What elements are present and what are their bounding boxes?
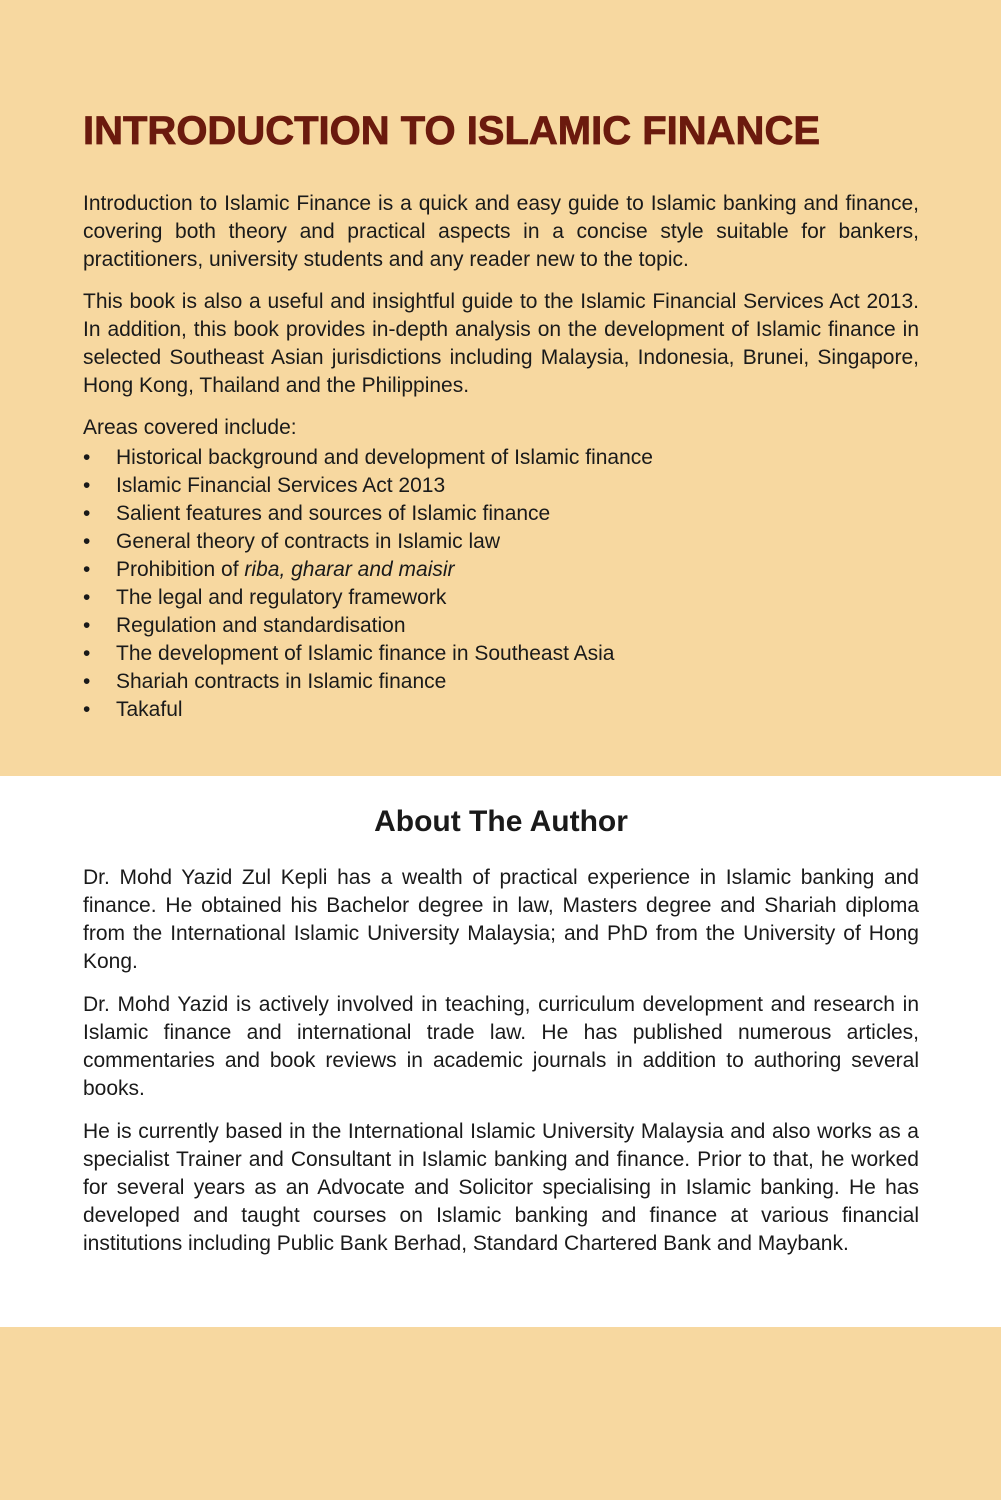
bullet-icon: • [83,642,91,665]
bullet-icon: • [83,558,91,581]
list-item: • Historical background and development of Islamic finance [83,444,919,472]
author-paragraph-1: Dr. Mohd Yazid Zul Kepli has a wealth of practical experience in Islamic banking and finance. He obtained his Bachelor degree in law, Masters degree and Shariah diploma from the International Islamic University Malaysia; and PhD from the University of Hong Kong. [83,866,919,973]
description-paragraph-2: This book is also a useful and insightful guide to the Islamic Financial Services Act 2013. In addition, this book provides in-depth analysis on the development of Islamic finance in selected Southeast Asian jurisdictions including Malaysia, Indonesia, Brunei, Singapore, Hong Kong, Thailand and the Philippines. [83,290,919,397]
list-item: • Salient features and sources of Islamic finance [83,500,919,528]
italic-terms: riba, gharar and maisir [244,558,455,581]
list-item: • Takaful [83,696,919,724]
bullet-icon: • [83,502,91,525]
list-item: • The development of Islamic finance in Southeast Asia [83,640,919,668]
list-item: • Shariah contracts in Islamic finance [83,668,919,696]
bullet-icon: • [83,446,91,469]
list-item: • Prohibition of riba, gharar and maisir [83,556,919,584]
bullet-icon: • [83,474,91,497]
bullet-icon: • [83,698,91,721]
author-paragraph-2: Dr. Mohd Yazid is actively involved in teaching, curriculum development and research in Islamic finance and international trade law. He has published numerous articles, commentaries and book reviews in academic journals in addition to authoring several books. [83,993,919,1100]
areas-list [83,444,919,724]
author-paragraph-3: He is currently based in the International Islamic University Malaysia and also works as a specialist Trainer and Consultant in Islamic banking and finance. Prior to that, he worked for several years as an Advocate and Solicitor specialising in Islamic banking. He has developed and taught courses on Islamic banking and finance at various financial institutions including Public Bank Berhad, Standard Chartered Bank and Maybank. [83,1120,919,1255]
bullet-icon: • [83,530,91,553]
bottom-panel-background [0,1327,1001,1500]
book-title: INTRODUCTION TO ISLAMIC FINANCE [83,109,821,153]
description-paragraph-1: Introduction to Islamic Finance is a quick and easy guide to Islamic banking and finance, covering both theory and practical aspects in a concise style suitable for bankers, practitioners, university students and any reader new to the topic. [83,192,919,271]
about-author-section [83,803,919,1258]
list-item: • The legal and regulatory framework [83,584,919,612]
author-heading: About The Author [374,805,628,838]
bullet-icon: • [83,670,91,693]
areas-intro: Areas covered include: [83,416,297,439]
list-item: • General theory of contracts in Islamic law [83,528,919,556]
list-item: • Regulation and standardisation [83,612,919,640]
book-description-section [83,106,919,724]
bullet-icon: • [83,614,91,637]
list-item: • Islamic Financial Services Act 2013 [83,472,919,500]
bullet-icon: • [83,586,91,609]
